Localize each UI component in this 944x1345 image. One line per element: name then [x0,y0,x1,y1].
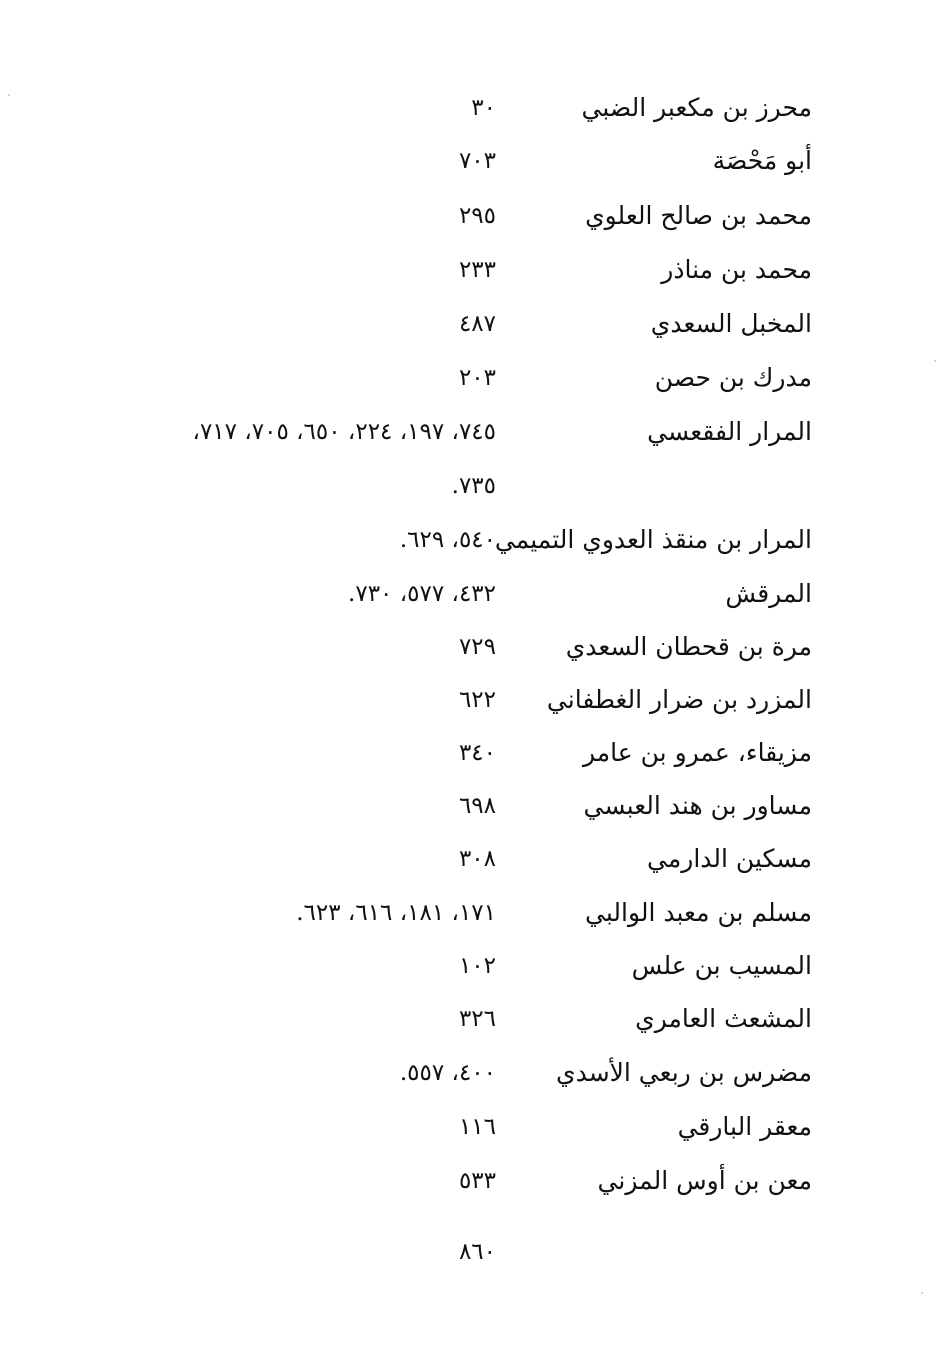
entry-pages: ٧٤٥، ١٩٧، ٢٢٤، ٦٥٠، ٧٠٥، ٧١٧، [192,419,496,445]
index-entry [0,680,944,720]
index-entry [0,304,944,344]
index-entry [0,627,944,667]
index-entry [0,946,944,986]
entry-name: المشعث العامري [635,1004,812,1033]
entry-name: المسيب بن علس [631,951,812,980]
index-entry [0,358,944,398]
entry-name: مزيقاء، عمرو بن عامر [582,738,812,767]
index-entry [0,893,944,933]
entry-pages: ٧٣٥. [451,473,496,499]
entry-pages: ٢٩٥ [458,203,496,229]
index-entry [0,88,944,128]
entry-pages: ١٧١، ١٨١، ٦١٦، ٦٢٣. [296,900,496,926]
index-entry-continuation [0,466,944,506]
entry-name: مرة بن قحطان السعدي [565,632,812,661]
entry-name: المرار الفقعسي [647,417,812,446]
index-entry [0,196,944,236]
entry-pages: ٧٢٩ [458,634,496,660]
index-entry [0,839,944,879]
entry-name: محمد بن مناذر [661,255,812,284]
index-entry [0,250,944,290]
entry-pages: ٥٤٠، ٦٢٩. [399,527,496,553]
entry-name: محرز بن مكعبر الضبي [581,93,812,122]
entry-name: المزرد بن ضرار الغطفاني [546,685,812,714]
entry-name: معقر البارقي [677,1112,812,1141]
entry-pages: ٣٠ [471,95,496,121]
index-entry [0,141,944,181]
entry-pages: ٦٢٢ [458,687,496,713]
entry-name: معن بن أوس المزني [597,1166,812,1195]
entry-pages: ٤٣٢، ٥٧٧، ٧٣٠. [348,581,496,607]
entry-pages: ٢٣٣ [458,257,496,283]
entry-pages: ٤٨٧ [458,311,496,337]
entry-pages: ٥٣٣ [458,1168,496,1194]
index-entry [0,1161,944,1201]
index-entry [0,1053,944,1093]
entry-name: المخبل السعدي [650,309,812,338]
entry-name: أبو مَحْصَة [712,146,812,175]
entry-pages: ٣٠٨ [458,846,496,872]
entry-pages: ٦٩٨ [458,793,496,819]
entry-name: مسكين الدارمي [647,844,812,873]
index-entry [0,520,944,560]
entry-pages: ٣٤٠ [458,740,496,766]
index-entry [0,733,944,773]
entry-name: المرقش [725,579,812,608]
entry-name: المرار بن منقذ العدوي التميمي [494,525,812,554]
index-entry [0,786,944,826]
entry-pages: ١١٦ [458,1114,496,1140]
index-entry [0,1107,944,1147]
entry-pages: ٤٠٠، ٥٥٧. [399,1060,496,1086]
entry-pages: ١٠٢ [458,953,496,979]
entry-pages: ٣٢٦ [458,1006,496,1032]
entry-name: مسلم بن معبد الوالبي [585,898,812,927]
scan-speck [934,360,936,362]
entry-name: مساور بن هند العبسي [583,791,812,820]
scan-speck [921,1292,923,1294]
entry-pages: ٢٠٣ [458,365,496,391]
entry-pages: ٧٠٣ [458,148,496,174]
entry-name: مضرس بن ربعي الأسدي [556,1058,812,1087]
index-entry [0,999,944,1039]
page-number: ٨٦٠ [458,1239,496,1265]
scan-speck [8,94,10,96]
index-entry [0,412,944,452]
entry-name: محمد بن صالح العلوي [585,201,812,230]
entry-name: مدرك بن حصن [654,363,812,392]
index-entry [0,574,944,614]
